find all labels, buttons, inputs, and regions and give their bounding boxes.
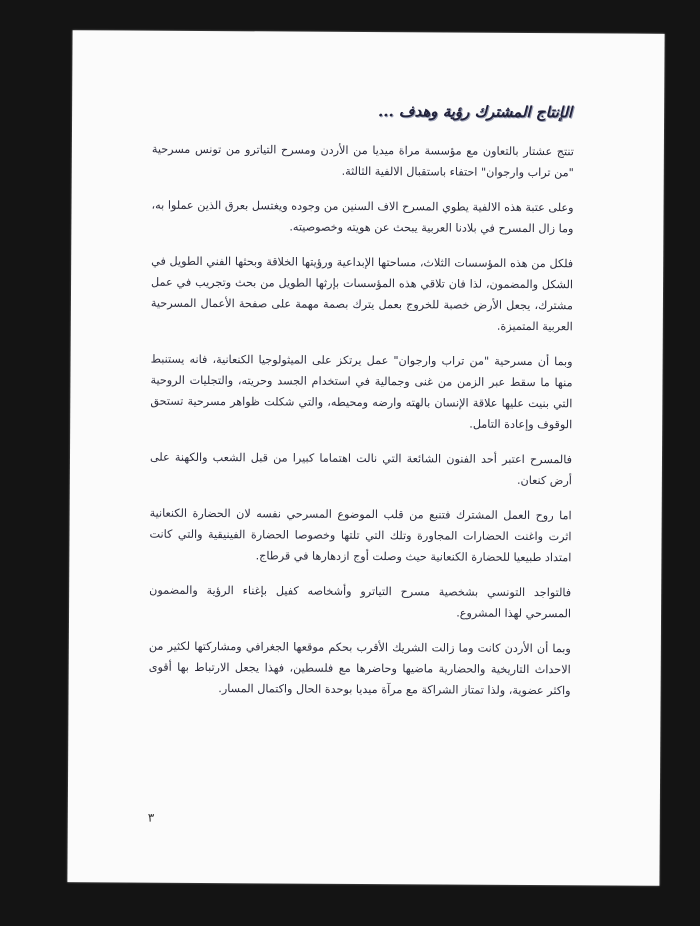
paragraph: فلكل من هذه المؤسسات الثلاث، مساحتها الإبداعية ورؤيتها الخلاقة وبحثها الفني الطويل في الشكل والمضمون، لذا فان تلاقي هذه المؤسسات بإرثها الطويل من بحث وتجريب في عمل مشترك، يجعل الأرض خصبة للخروج بعمل يترك بصمة مهمة على صفحة الأعمال المسرحية العربية المتميزة. (150, 254, 574, 334)
paragraph: وبما أن مسرحية "من تراب وارجوان" عمل يرتكز على الميثولوجيا الكنعانية، فانه يستنبط منها ما سقط عبر الزمن من غنى وجمالية في استخدام الجسد وحريته، والتجليات الروحية التي بنيت عليها علاقة الإنسان بالهته وارضه ومحيطه، والتي شكلت ظواهر مسرحية تستحق الوقوف وإعادة التامل. (150, 352, 573, 432)
paragraph: وبما أن الأردن كانت وما زالت الشريك الأقرب بحكم موقعها الجغرافي ومشاركتها لكثير من الاحداث التاريخية والحضارية ماضيها وحاضرها مع فلسطين، فهذا يجعل الارتباط بها أقوى واكثر عضوية، ولذا تمتاز الشراكة مع مرآة ميديا بوحدة الحال واكتمال المسار. (148, 639, 571, 698)
paragraph: تنتج عشتار بالتعاون مع مؤسسة مراة ميديا من الأردن ومسرح التياترو من تونس مسرحية "من تراب وارجوان" احتفاء باستقبال الالفية الثالثة. (151, 142, 574, 180)
paragraph: فالتواجد التونسي بشخصية مسرح التياترو وأشخاصه كفيل بإغناء الرؤية والمضمون المسرحي لهذا المشروع. (149, 583, 572, 621)
paragraph: اما روح العمل المشترك فتنبع من قلب الموضوع المسرحي نفسه لان الحضارة الكنعانية اثرت واغنت الحضارات المجاورة وتلك التي تلتها وخصوصا الحضارة الفينيقية والتي كانت امتداد طبيعيا للحضارة الكنعانية حيث وصلت أوج ازدهارها في قرطاج. (149, 506, 572, 565)
document-page (67, 30, 664, 886)
page-number: ٣ (147, 810, 155, 825)
page-title: الإنتاج المشترك رؤية وهدف ... (378, 102, 573, 122)
body-text (148, 139, 573, 716)
paragraph: وعلى عتبة هذه الالفية يطوي المسرح الاف السنين من وجوده ويغتسل بعرق الذين عملوا به، وما زال المسرح في بلادنا العربية يبحث عن هويته وخصوصيته. (151, 198, 574, 236)
paragraph: فالمسرح اعتبر أحد الفنون الشائعة التي نالت اهتماما كبيرا من قبل الشعب والكهنة على أرض كنعان. (149, 450, 573, 488)
